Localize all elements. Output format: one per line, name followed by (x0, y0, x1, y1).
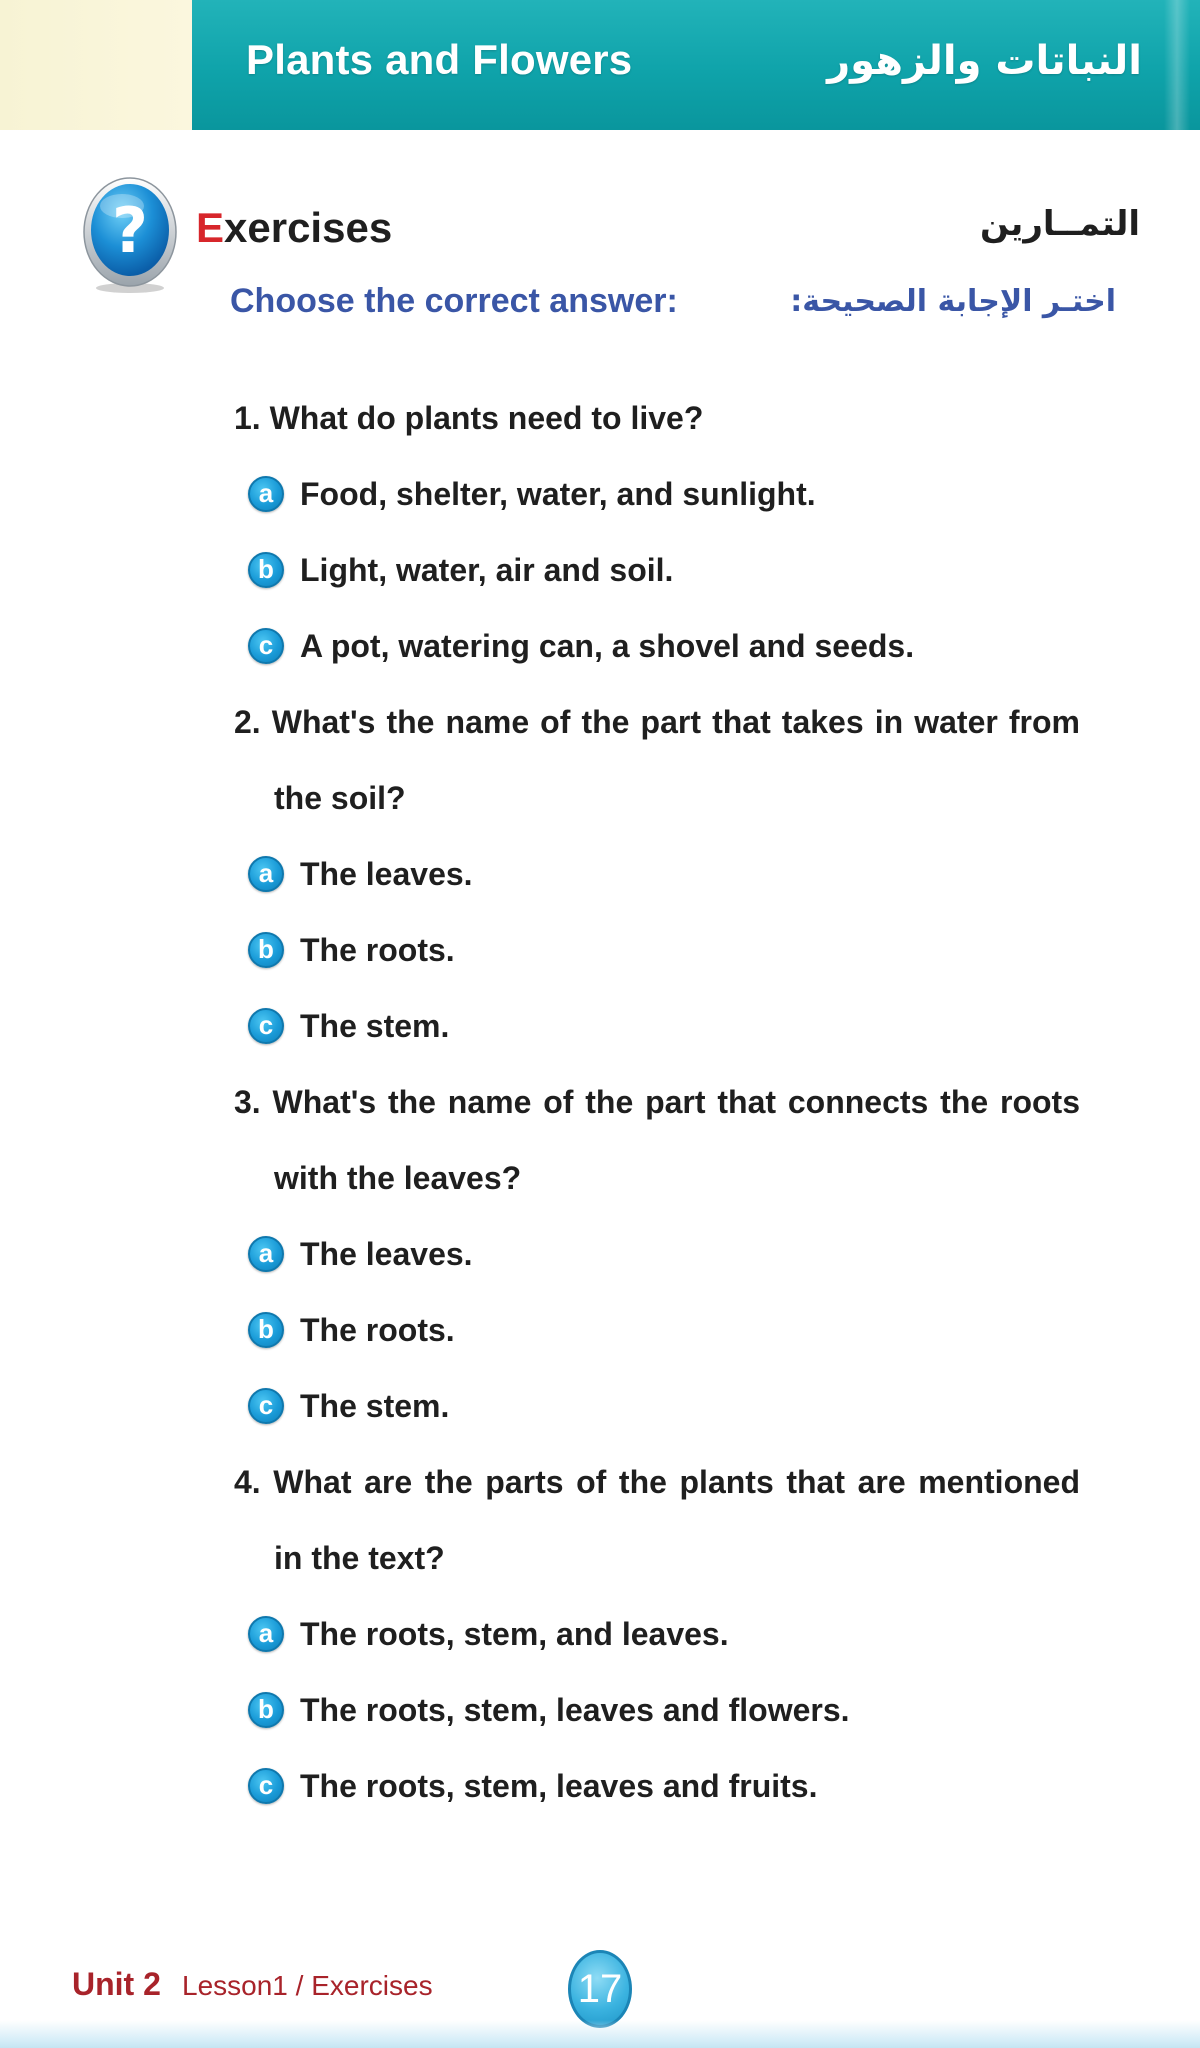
option-badge: c (248, 1388, 284, 1424)
option-badge: a (248, 476, 284, 512)
option-badge: c (248, 1008, 284, 1044)
footer-unit-label: Unit 2 (72, 1966, 161, 2002)
answer-option-a[interactable] (234, 456, 1080, 532)
option-text: The roots, stem, leaves and flowers. (300, 1691, 850, 1728)
header-title-english: Plants and Flowers (246, 36, 633, 83)
option-text: The leaves. (300, 1235, 473, 1272)
answer-option-c[interactable] (234, 608, 1080, 684)
option-badge: a (248, 1616, 284, 1652)
header-title-arabic: النباتات والزهور (827, 38, 1142, 84)
option-badge: b (248, 932, 284, 968)
answer-option-c[interactable] (234, 1368, 1080, 1444)
question-text: 1. What do plants need to live? (234, 400, 704, 436)
question-text: 3. What's the name of the part that connects the roots with the leaves? (234, 1084, 1080, 1196)
answer-option-c[interactable] (234, 988, 1080, 1064)
question-4 (234, 1444, 1080, 1824)
option-badge: a (248, 856, 284, 892)
option-text: The roots. (300, 1311, 455, 1348)
option-badge: b (248, 1312, 284, 1348)
option-text: A pot, watering can, a shovel and seeds. (300, 627, 915, 664)
option-text: The roots, stem, leaves and fruits. (300, 1767, 818, 1804)
question-mark-icon (82, 176, 178, 294)
answer-option-c[interactable] (234, 1748, 1080, 1824)
footer-lesson-label: Lesson1 / Exercises (182, 1970, 433, 2001)
answer-option-b[interactable] (234, 532, 1080, 608)
option-badge: b (248, 1692, 284, 1728)
section-title (196, 204, 392, 252)
option-badge: b (248, 552, 284, 588)
section-title-rest: xercises (224, 204, 393, 251)
question-text: 4. What are the parts of the plants that are mentioned in the text? (234, 1464, 1080, 1576)
page-header (0, 0, 1200, 130)
answer-option-b[interactable] (234, 912, 1080, 988)
question-1 (234, 380, 1080, 684)
option-text: Food, shelter, water, and sunlight. (300, 475, 816, 512)
option-text: The roots. (300, 931, 455, 968)
answer-option-b[interactable] (234, 1672, 1080, 1748)
question-3 (234, 1064, 1080, 1444)
option-text: The roots, stem, and leaves. (300, 1615, 729, 1652)
option-text: The stem. (300, 1007, 450, 1044)
option-badge: c (248, 628, 284, 664)
option-badge: a (248, 1236, 284, 1272)
page-number-badge: 17 (568, 1950, 632, 2028)
section-title-first-letter: E (196, 204, 225, 251)
instruction-text-arabic: اختـر الإجابة الصحيحة: (790, 284, 1116, 319)
option-text: The stem. (300, 1387, 450, 1424)
instruction-text: Choose the correct answer: (230, 282, 678, 320)
answer-option-a[interactable] (234, 1216, 1080, 1292)
question-list (234, 380, 1080, 1824)
option-text: Light, water, air and soil. (300, 551, 674, 588)
answer-option-a[interactable] (234, 836, 1080, 912)
answer-option-b[interactable] (234, 1292, 1080, 1368)
question-2 (234, 684, 1080, 1064)
answer-option-a[interactable] (234, 1596, 1080, 1672)
header-cream-tab (0, 0, 194, 130)
option-text: The leaves. (300, 855, 473, 892)
bottom-decor-band (0, 2020, 1200, 2048)
svg-text:?: ? (112, 194, 148, 267)
section-title-arabic: التمــارين (979, 204, 1140, 244)
option-badge: c (248, 1768, 284, 1804)
question-text: 2. What's the name of the part that takes in water from the soil? (234, 704, 1080, 816)
